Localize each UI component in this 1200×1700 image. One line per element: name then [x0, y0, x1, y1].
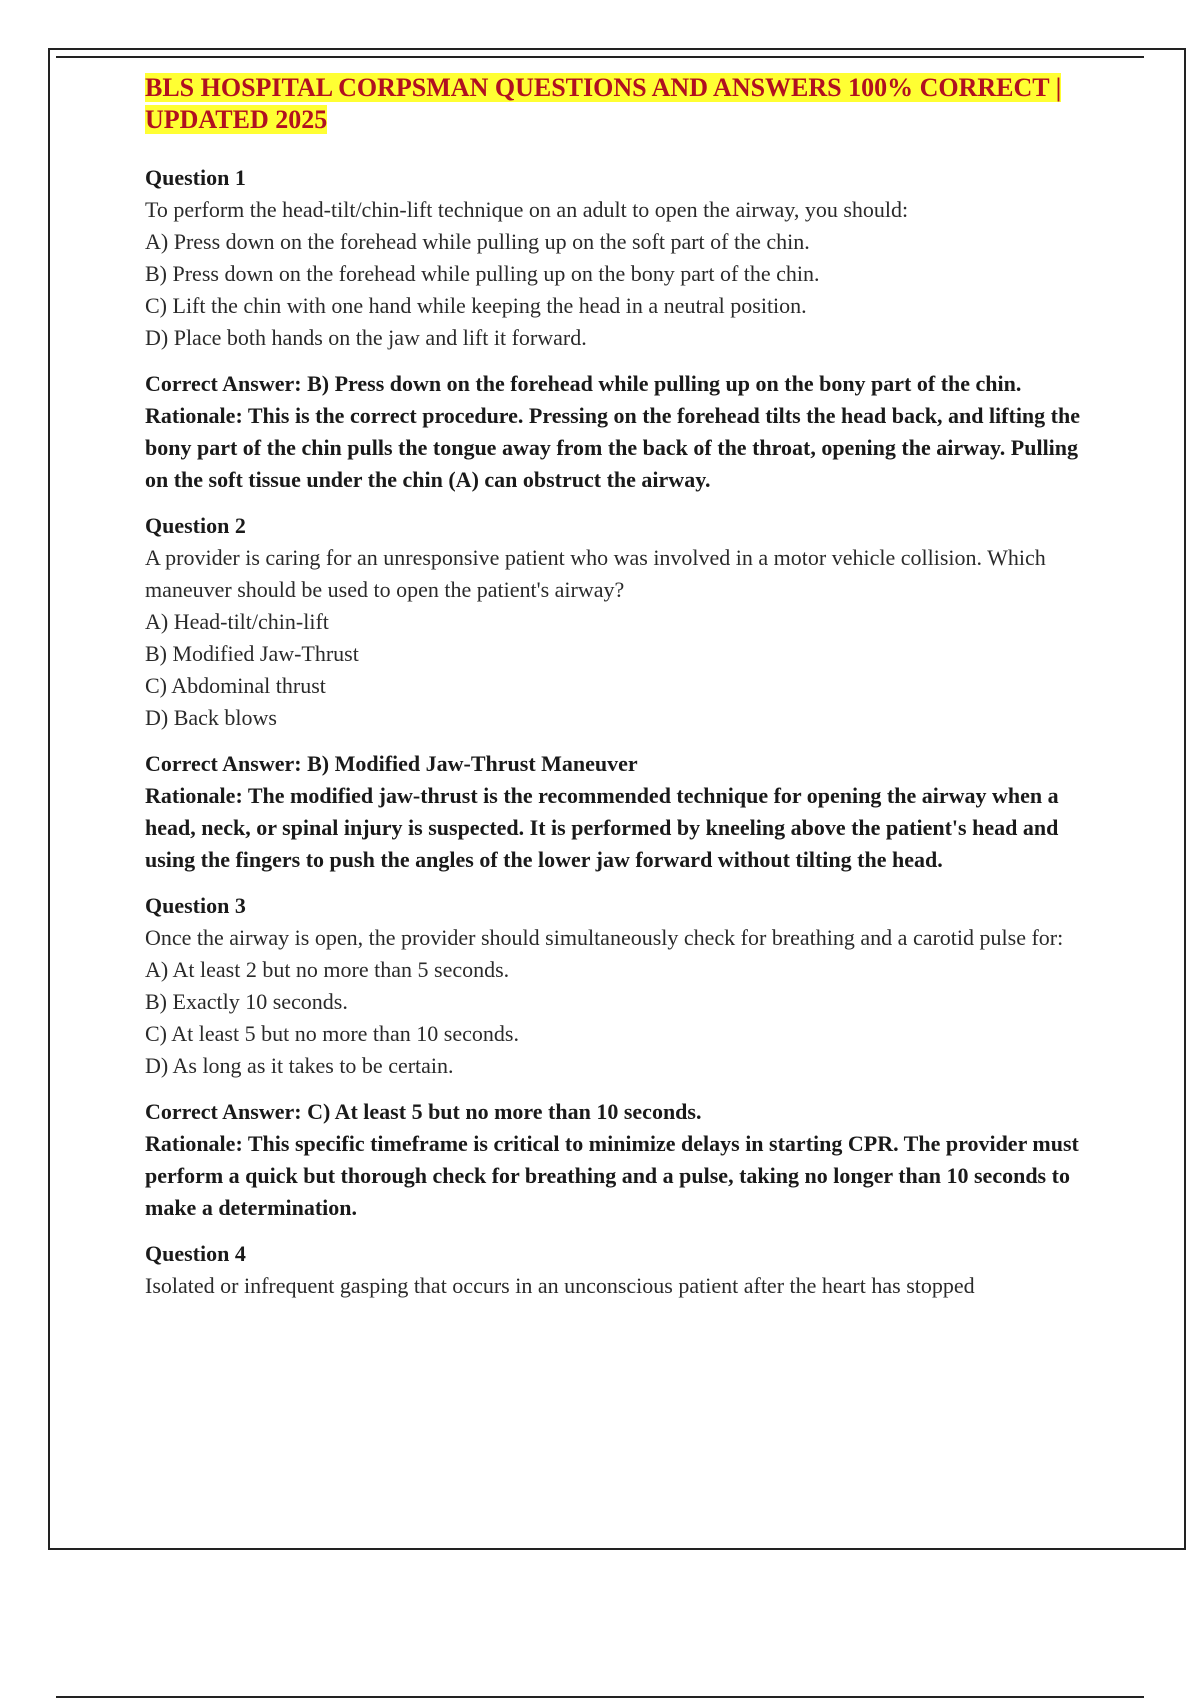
question-text: Isolated or infrequent gasping that occurs in an unconscious patient after the heart has stopped: [145, 1273, 975, 1298]
question-block-4: [145, 1238, 1105, 1302]
option-c: C) At least 5 but no more than 10 seconds.: [145, 1021, 519, 1046]
document-body: [145, 72, 1105, 1316]
question-block-2: [145, 510, 1105, 876]
question-heading: Question 4: [145, 1241, 246, 1266]
option-d: D) Back blows: [145, 705, 277, 730]
question-block-1: [145, 162, 1105, 496]
question-heading: Question 3: [145, 893, 246, 918]
option-b: B) Exactly 10 seconds.: [145, 989, 348, 1014]
option-c: C) Abdominal thrust: [145, 673, 326, 698]
rationale: Rationale: The modified jaw-thrust is the recommended technique for opening the airway when a head, neck, or spinal injury is suspected. It is performed by kneeling above the patient's head and using the fingers to push the angles of the lower jaw forward without tilting the head.: [145, 783, 1059, 872]
question-text: Once the airway is open, the provider should simultaneously check for breathing and a carotid pulse for:: [145, 925, 1064, 950]
option-a: A) Head-tilt/chin-lift: [145, 609, 329, 634]
top-rule: [56, 56, 1144, 58]
option-list: [145, 606, 1105, 734]
option-d: D) As long as it takes to be certain.: [145, 1053, 454, 1078]
question-text: A provider is caring for an unresponsive patient who was involved in a motor vehicle collision. Which maneuver should be used to open the patient's airway?: [145, 545, 1046, 602]
question-text: To perform the head-tilt/chin-lift technique on an adult to open the airway, you should:: [145, 197, 909, 222]
option-list: [145, 226, 1105, 354]
option-b: B) Press down on the forehead while pulling up on the bony part of the chin.: [145, 261, 820, 286]
option-a: A) Press down on the forehead while pulling up on the soft part of the chin.: [145, 229, 810, 254]
question-heading: Question 1: [145, 165, 246, 190]
document-title: [145, 72, 1105, 136]
rationale: Rationale: This is the correct procedure. Pressing on the forehead tilts the head back, and lifting the bony part of the chin pulls the tongue away from the back of the throat, opening the airway. Pulling on the soft tissue under the chin (A) can obstruct the airway.: [145, 403, 1080, 492]
correct-answer: Correct Answer: C) At least 5 but no more than 10 seconds.: [145, 1099, 702, 1124]
rationale: Rationale: This specific timeframe is critical to minimize delays in starting CPR. The provider must perform a quick but thorough check for breathing and a pulse, taking no longer than 10 seconds to make a determination.: [145, 1131, 1079, 1220]
option-a: A) At least 2 but no more than 5 seconds.: [145, 957, 510, 982]
option-b: B) Modified Jaw-Thrust: [145, 641, 359, 666]
document-title-text: BLS HOSPITAL CORPSMAN QUESTIONS AND ANSWERS 100% CORRECT | UPDATED 2025: [145, 73, 1062, 134]
question-heading: Question 2: [145, 513, 246, 538]
option-c: C) Lift the chin with one hand while keeping the head in a neutral position.: [145, 293, 807, 318]
question-block-3: [145, 890, 1105, 1224]
correct-answer: Correct Answer: B) Modified Jaw-Thrust Maneuver: [145, 751, 638, 776]
option-d: D) Place both hands on the jaw and lift it forward.: [145, 325, 587, 350]
option-list: [145, 954, 1105, 1082]
bottom-rule: [56, 1696, 1144, 1698]
correct-answer: Correct Answer: B) Press down on the forehead while pulling up on the bony part of the chin.: [145, 371, 1022, 396]
